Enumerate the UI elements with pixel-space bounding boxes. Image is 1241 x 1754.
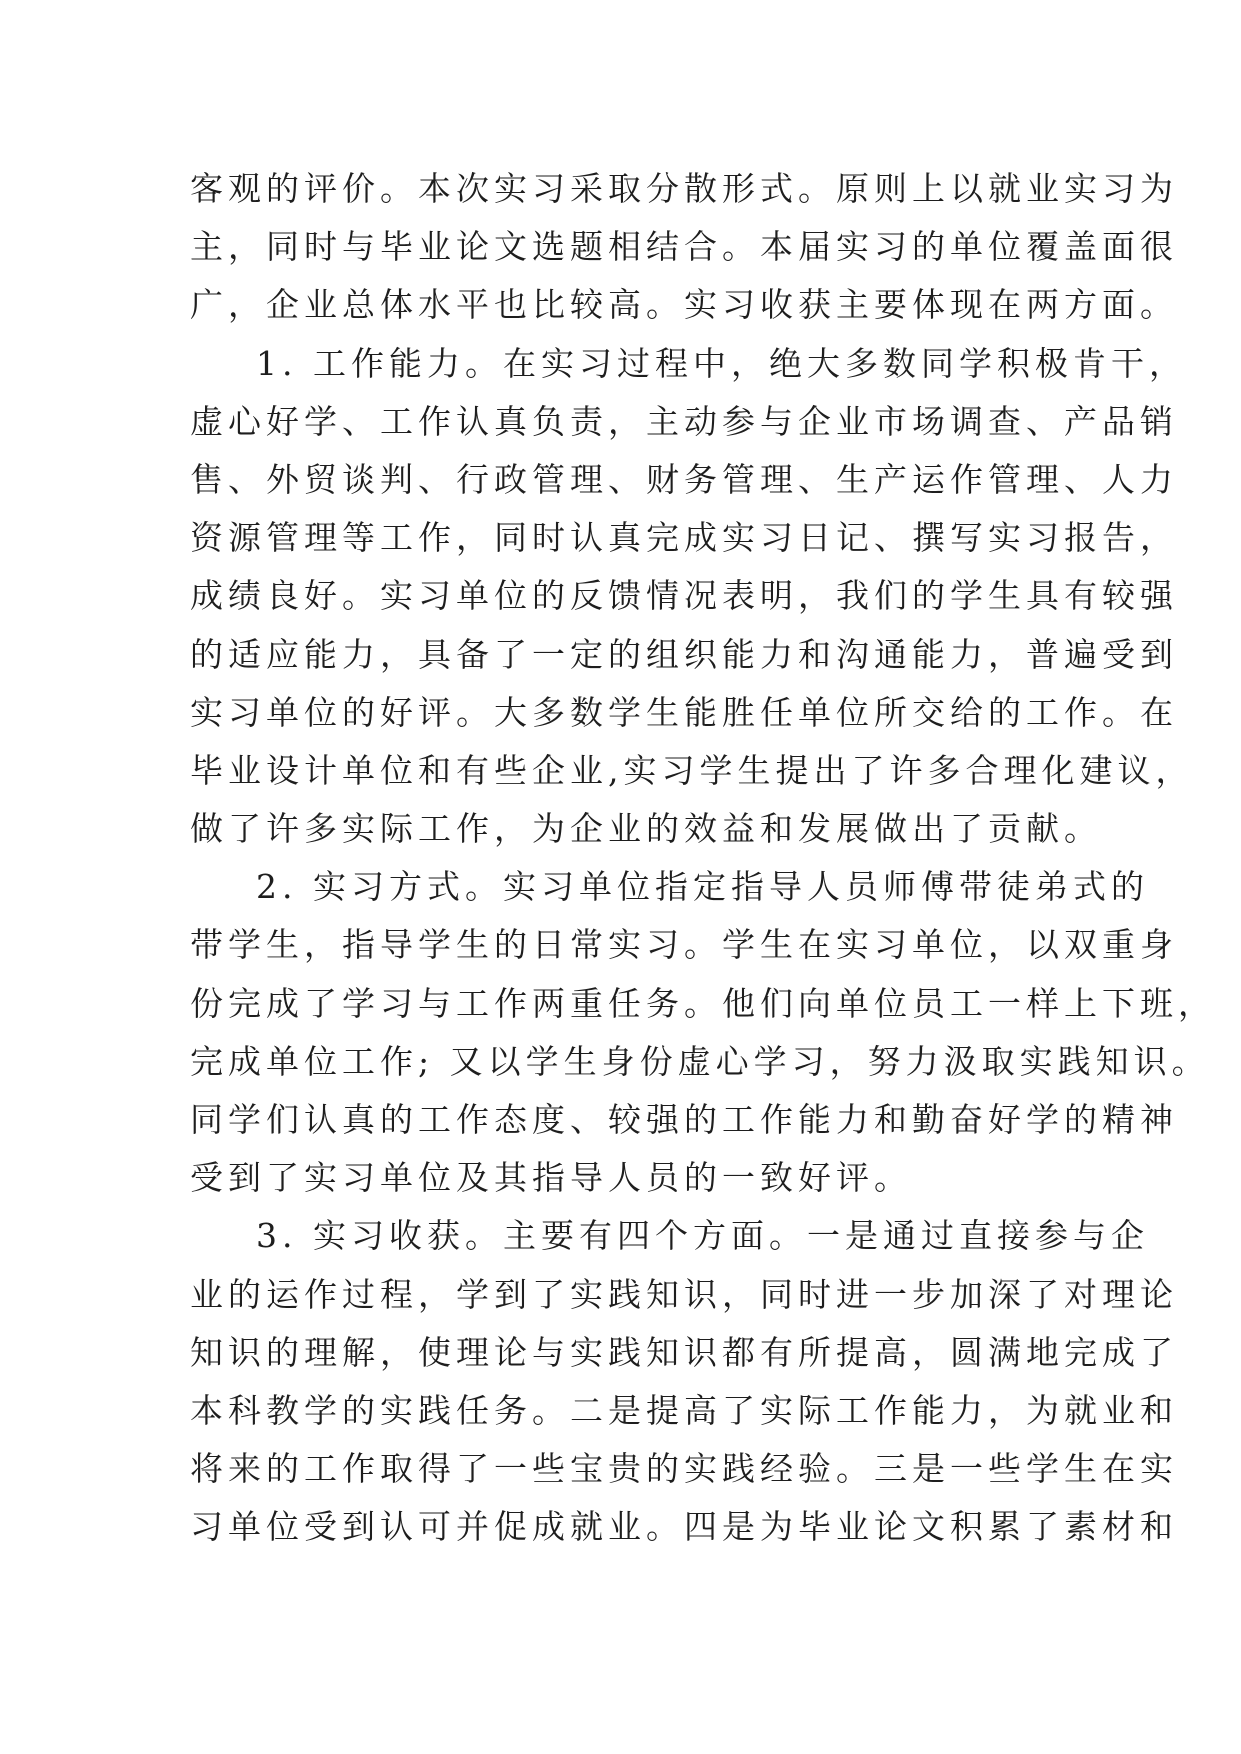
text-line: 客观的评价。本次实习采取分散形式。原则上以就业实习为 bbox=[190, 169, 1178, 208]
text-line: 受到了实习单位及其指导人员的一致好评。 bbox=[190, 1158, 912, 1198]
text-line: 主，同时与毕业论文选题相结合。本届实习的单位覆盖面很 bbox=[190, 227, 1178, 267]
text-line: 成绩良好。实习单位的反馈情况表明，我们的学生具有较强 bbox=[190, 576, 1178, 616]
paragraph-2-first-line: 2. 实习方式。实习单位指定指导人员师傅带徒弟式的 bbox=[256, 867, 1149, 907]
text-line: 将来的工作取得了一些宝贵的实践经验。三是一些学生在实 bbox=[190, 1449, 1178, 1489]
paragraph-3-first-line: 3. 实习收获。主要有四个方面。一是通过直接参与企 bbox=[256, 1216, 1149, 1256]
text-line: 知识的理解，使理论与实践知识都有所提高，圆满地完成了 bbox=[190, 1332, 1178, 1372]
text-line: 同学们认真的工作态度、较强的工作能力和勤奋好学的精神 bbox=[190, 1100, 1178, 1139]
text-line: 本科教学的实践任务。二是提高了实际工作能力，为就业和 bbox=[190, 1390, 1178, 1430]
text-line: 完成单位工作; 又以学生身份虚心学习，努力汲取实践知识。 bbox=[190, 1041, 1210, 1081]
text-line: 虚心好学、工作认真负责，主动参与企业市场调查、产品销 bbox=[190, 401, 1178, 441]
text-line: 业的运作过程，学到了实践知识，同时进一步加深了对理论 bbox=[190, 1274, 1178, 1314]
text-line: 带学生，指导学生的日常实习。学生在实习单位，以双重身 bbox=[190, 925, 1178, 965]
text-line: 资源管理等工作，同时认真完成实习日记、撰写实习报告， bbox=[190, 518, 1178, 558]
text-line: 售、外贸谈判、行政管理、财务管理、生产运作管理、人力 bbox=[190, 459, 1178, 499]
text-line: 毕业设计单位和有些企业,实习学生提出了许多合理化建议， bbox=[190, 750, 1194, 790]
text-line: 实习单位的好评。大多数学生能胜任单位所交给的工作。在 bbox=[190, 692, 1178, 732]
text-line: 的适应能力，具备了一定的组织能力和沟通能力，普遍受到 bbox=[190, 634, 1178, 674]
text-line: 广，企业总体水平也比较高。实习收获主要体现在两方面。 bbox=[190, 285, 1178, 325]
text-line: 做了许多实际工作，为企业的效益和发展做出了贡献。 bbox=[190, 809, 1102, 849]
text-line: 份完成了学习与工作两重任务。他们向单位员工一样上下班， bbox=[190, 983, 1216, 1023]
text-line: 习单位受到认可并促成就业。四是为毕业论文积累了素材和 bbox=[190, 1507, 1178, 1547]
paragraph-1-first-line: 1. 工作能力。在实习过程中，绝大多数同学积极肯干， bbox=[256, 343, 1187, 383]
body-text bbox=[190, 160, 1216, 1557]
